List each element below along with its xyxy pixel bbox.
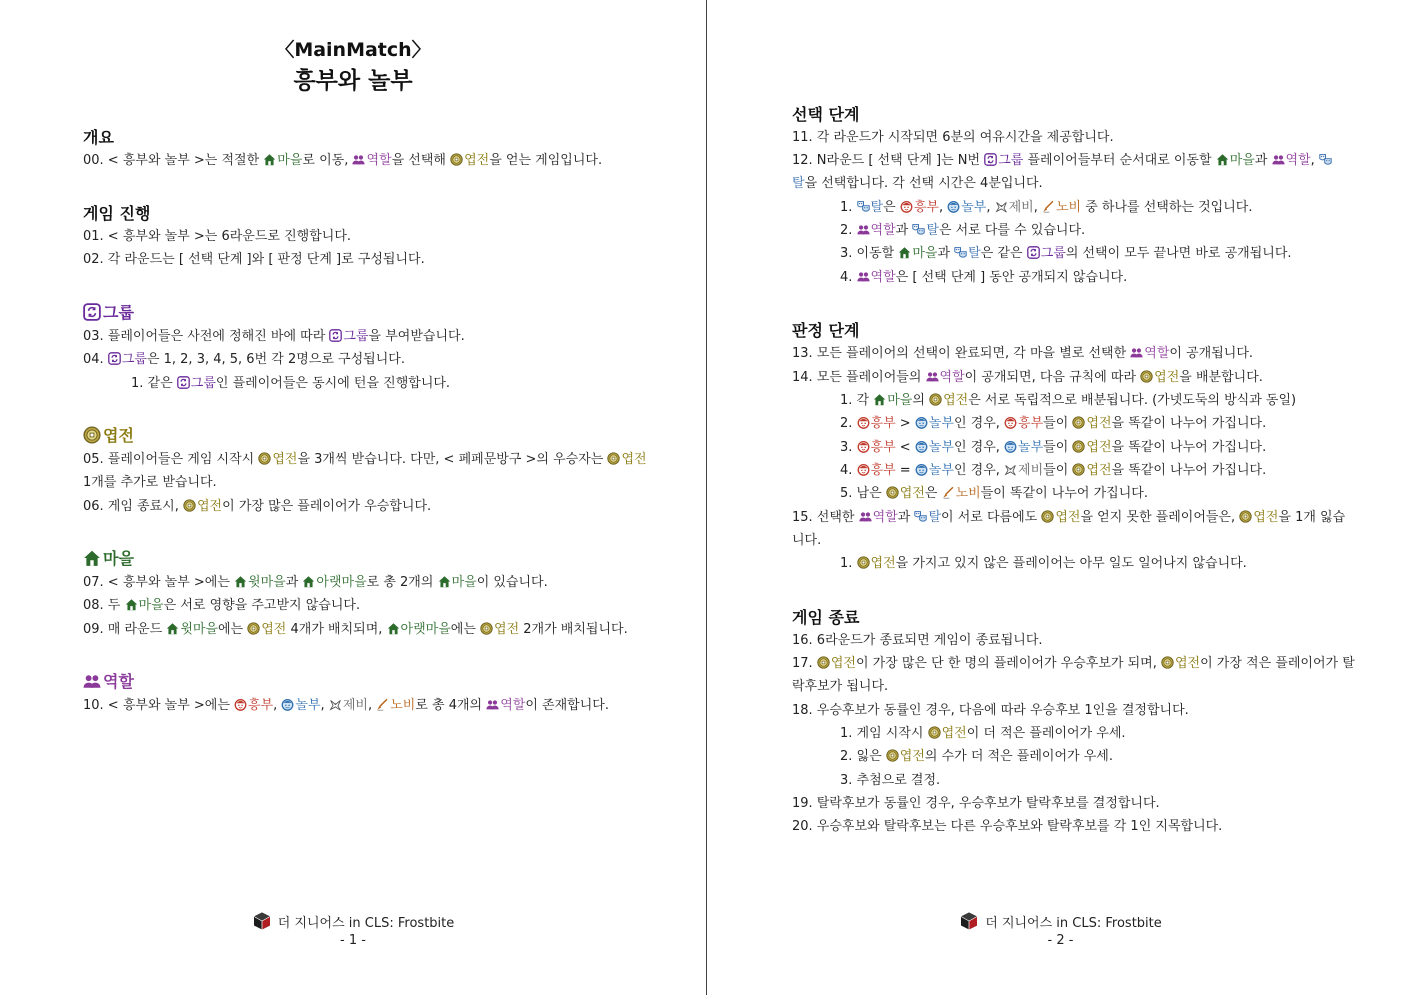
- nolbu-icon: [1004, 440, 1017, 453]
- role-icon: [1272, 153, 1285, 166]
- page-number: - 2 -: [1047, 933, 1074, 948]
- coin-icon: [1072, 463, 1085, 476]
- group-icon: [984, 153, 997, 166]
- village-icon: [1216, 153, 1229, 166]
- coin-icon: [1140, 370, 1153, 383]
- rule-14-1: 1. 각 마을의 엽전은 서로 독립적으로 배분됩니다. (가넷도둑의 방식과 동일): [840, 393, 1297, 408]
- coin-icon: [247, 622, 260, 635]
- rule-14-5: 5. 남은 엽전은 노비들이 똑같이 나누어 가집니다.: [840, 486, 1148, 501]
- rule-19: 19. 탈락후보가 동률인 경우, 우승후보가 탈락후보를 결정합니다.: [792, 796, 1160, 811]
- rule-00: 00. < 흥부와 놀부 >는 적절한 마을로 이동, 역할을 선택해 엽전을 얻는 게임입니다.: [83, 153, 603, 168]
- rule-07: 07. < 흥부와 놀부 >에는 윗마을과 아랫마을로 총 2개의 마을이 있습니다.: [83, 575, 548, 590]
- rule-04: 04. 그룹은 1, 2, 3, 4, 5, 6번 각 2명으로 구성됩니다.: [83, 352, 405, 367]
- rule-14-4: 4. 흥부 = 놀부인 경우, 제비들이 엽전을 똑같이 나누어 가집니다.: [840, 463, 1267, 478]
- rule-14-3: 3. 흥부 < 놀부인 경우, 놀부들이 엽전을 똑같이 나누어 가집니다.: [840, 440, 1267, 455]
- heading-judge-phase: 판정 단계: [792, 321, 860, 340]
- coin-icon: [450, 153, 463, 166]
- heungbu-icon: [1004, 416, 1017, 429]
- village-icon: [263, 153, 276, 166]
- heading-game-end: 게임 종료: [792, 608, 860, 627]
- role-icon: [926, 370, 939, 383]
- rule-04-1: 1. 같은 그룹인 플레이어들은 동시에 턴을 진행합니다.: [131, 376, 451, 391]
- village-icon: [387, 622, 400, 635]
- rule-12-3: 3. 이동할 마을과 탈은 같은 그룹의 선택이 모두 끝나면 바로 공개됩니다.: [840, 246, 1292, 261]
- role-icon: [857, 223, 870, 236]
- village-icon: [438, 575, 451, 588]
- coin-icon: [607, 452, 620, 465]
- coin-icon: [1072, 416, 1085, 429]
- rule-01: 01. < 흥부와 놀부 >는 6라운드로 진행합니다.: [83, 229, 352, 244]
- rule-18-3: 3. 추첨으로 결정.: [840, 773, 941, 788]
- cube-logo-icon: [252, 911, 272, 931]
- group-icon: [177, 376, 190, 389]
- jebi-icon: [329, 698, 342, 711]
- page-1: [0, 0, 706, 995]
- group-icon: [83, 303, 101, 321]
- document-subtitle: 흥부와 놀부: [293, 68, 413, 94]
- mask-icon: [1319, 153, 1332, 166]
- nolbu-icon: [947, 200, 960, 213]
- coin-icon: [929, 393, 942, 406]
- role-icon: [859, 510, 872, 523]
- rule-13: 13. 모든 플레이어의 선택이 완료되면, 각 마을 별로 선택한 역할이 공개됩니다.: [792, 346, 1254, 361]
- role-icon: [1130, 346, 1143, 359]
- rule-18-1: 1. 게임 시작시 엽전이 더 적은 플레이어가 우세.: [840, 726, 1126, 741]
- role-icon: [352, 153, 365, 166]
- heading-progress: 게임 진행: [83, 204, 151, 223]
- rule-15-1: 1. 엽전을 가지고 있지 않은 플레이어는 아무 일도 일어나지 않습니다.: [840, 556, 1247, 571]
- rule-10: 10. < 흥부와 놀부 >에는 흥부, 놀부, 제비, 노비로 총 4개의 역할이 존재합니다.: [83, 698, 609, 713]
- page-divider: [706, 0, 707, 995]
- coin-icon: [183, 499, 196, 512]
- mask-icon: [954, 246, 967, 259]
- heungbu-icon: [857, 463, 870, 476]
- document-title: 〈MainMatch〉: [275, 39, 431, 61]
- coin-icon: [480, 622, 493, 635]
- role-icon: [857, 270, 870, 283]
- rule-20: 20. 우승후보와 탈락후보는 다른 우승후보와 탈락후보를 각 1인 지목합니다.: [792, 819, 1223, 834]
- rule-15: 15. 선택한 역할과 탈이 서로 다름에도 엽전을 얻지 못한 플레이어들은, 엽전을 1개 잃습: [792, 510, 1346, 525]
- village-icon: [83, 549, 101, 567]
- rule-17: 17. 엽전이 가장 많은 단 한 명의 플레이어가 우승후보가 되며, 엽전이 가장 적은 플레이어가 탈: [792, 656, 1355, 671]
- coin-icon: [1239, 510, 1252, 523]
- coin-icon: [857, 556, 870, 569]
- village-icon: [302, 575, 315, 588]
- village-icon: [125, 598, 138, 611]
- nolbu-icon: [281, 698, 294, 711]
- page-number: - 1 -: [340, 933, 366, 948]
- page-footer: 더 지니어스 in CLS: Frostbite: [0, 911, 706, 931]
- rule-12-1: 1. 탈은 흥부, 놀부, 제비, 노비 중 하나를 선택하는 것입니다.: [840, 200, 1253, 215]
- rule-05-cont: 1개를 추가로 받습니다.: [83, 475, 217, 490]
- nolbu-icon: [915, 463, 928, 476]
- village-icon: [234, 575, 247, 588]
- village-icon: [873, 393, 886, 406]
- cube-logo-icon: [959, 911, 979, 931]
- jebi-icon: [1004, 463, 1017, 476]
- coin-icon: [1072, 440, 1085, 453]
- heading-coin: 엽전: [83, 423, 134, 446]
- coin-icon: [817, 656, 830, 669]
- nobi-icon: [376, 698, 389, 711]
- rule-06: 06. 게임 종료시, 엽전이 가장 많은 플레이어가 우승합니다.: [83, 499, 432, 514]
- group-icon: [329, 329, 342, 342]
- mask-icon: [912, 223, 925, 236]
- jebi-icon: [995, 200, 1008, 213]
- rule-12-cont: 탈을 선택합니다. 각 선택 시간은 4분입니다.: [792, 176, 1043, 191]
- heungbu-icon: [857, 416, 870, 429]
- rule-14: 14. 모든 플레이어들의 역할이 공개되면, 다음 규칙에 따라 엽전을 배분합니다.: [792, 370, 1263, 385]
- heungbu-icon: [900, 200, 913, 213]
- rule-12-4: 4. 역할은 [ 선택 단계 ] 동안 공개되지 않습니다.: [840, 270, 1128, 285]
- rule-18: 18. 우승후보가 동률인 경우, 다음에 따라 우승후보 1인을 결정합니다.: [792, 703, 1189, 718]
- rule-12: 12. N라운드 [ 선택 단계 ]는 N번 그룹 플레이어들부터 순서대로 이동할 마을과 역할,: [792, 153, 1333, 169]
- page-2: [708, 0, 1413, 995]
- rule-15-cont: 니다.: [792, 533, 822, 548]
- nobi-icon: [1042, 200, 1055, 213]
- heading-village: 마을: [83, 546, 134, 569]
- coin-icon: [1041, 510, 1054, 523]
- page-footer: 더 지니어스 in CLS: Frostbite: [708, 911, 1413, 931]
- coin-icon: [83, 426, 101, 444]
- rule-05: 05. 플레이어들은 게임 시작시 엽전을 3개씩 받습니다. 다만, < 페페문방구 >의 우승자는 엽전: [83, 452, 647, 467]
- role-icon: [486, 698, 499, 711]
- coin-icon: [928, 726, 941, 739]
- heading-role: 역할: [83, 669, 134, 692]
- heading-group: 그룹: [83, 300, 134, 323]
- rule-08: 08. 두 마을은 서로 영향을 주고받지 않습니다.: [83, 598, 361, 613]
- rule-18-2: 2. 잃은 엽전의 수가 더 적은 플레이어가 우세.: [840, 749, 1113, 764]
- mask-icon: [857, 200, 870, 213]
- coin-icon: [886, 486, 899, 499]
- group-icon: [108, 352, 121, 365]
- heading-select-phase: 선택 단계: [792, 105, 860, 124]
- nobi-icon: [942, 486, 955, 499]
- rule-09: 09. 매 라운드 윗마을에는 엽전 4개가 배치되며, 아랫마을에는 엽전 2개가 배치됩니다.: [83, 622, 628, 637]
- rule-14-2: 2. 흥부 > 놀부인 경우, 흥부들이 엽전을 똑같이 나누어 가집니다.: [840, 416, 1267, 431]
- group-icon: [1027, 246, 1040, 259]
- coin-icon: [886, 749, 899, 762]
- nolbu-icon: [915, 440, 928, 453]
- heungbu-icon: [857, 440, 870, 453]
- coin-icon: [1161, 656, 1174, 669]
- rule-11: 11. 각 라운드가 시작되면 6분의 여유시간을 제공합니다.: [792, 130, 1114, 145]
- rule-02: 02. 각 라운드는 [ 선택 단계 ]와 [ 판정 단계 ]로 구성됩니다.: [83, 252, 425, 267]
- village-icon: [898, 246, 911, 259]
- rule-12-2: 2. 역할과 탈은 서로 다를 수 있습니다.: [840, 223, 1086, 238]
- coin-icon: [258, 452, 271, 465]
- village-icon: [166, 622, 179, 635]
- nolbu-icon: [915, 416, 928, 429]
- mask-icon: [914, 510, 927, 523]
- rule-03: 03. 플레이어들은 사전에 정해진 바에 따라 그룹을 부여받습니다.: [83, 329, 465, 344]
- rule-17-cont: 락후보가 됩니다.: [792, 679, 889, 694]
- heading-overview: 개요: [83, 128, 114, 147]
- rule-16: 16. 6라운드가 종료되면 게임이 종료됩니다.: [792, 633, 1043, 648]
- role-icon: [83, 672, 101, 690]
- heungbu-icon: [234, 698, 247, 711]
